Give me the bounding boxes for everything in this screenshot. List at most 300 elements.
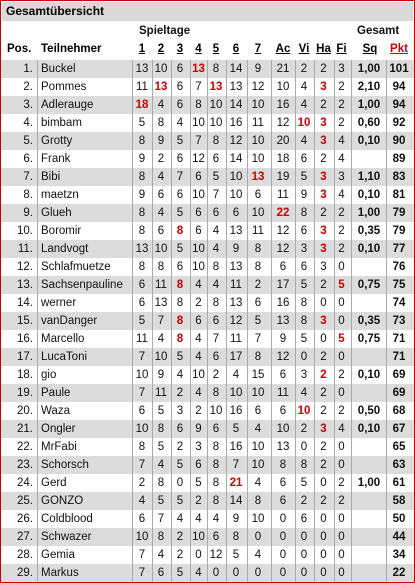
matchday-score: 6 xyxy=(138,279,146,291)
column-divider xyxy=(226,258,227,276)
matchday-score: 6 xyxy=(157,567,165,579)
column-divider xyxy=(386,366,387,384)
column-divider xyxy=(247,96,248,114)
column-divider xyxy=(152,546,153,564)
total-points: 63 xyxy=(392,459,406,471)
matchday-score: 3 xyxy=(300,243,308,255)
matchday-score: 6 xyxy=(300,153,308,165)
total-points: 75 xyxy=(392,279,406,291)
column-divider xyxy=(314,348,315,366)
column-divider xyxy=(351,78,352,96)
column-divider xyxy=(314,546,315,564)
rank-cell: 16. xyxy=(17,333,33,345)
column-divider xyxy=(132,240,133,258)
matchday-score: 10 xyxy=(251,459,265,471)
column-divider xyxy=(190,474,191,492)
column-divider xyxy=(295,438,296,456)
matchday-score: 6 xyxy=(176,81,184,93)
matchday-score: 0 xyxy=(338,513,345,525)
column-divider xyxy=(334,312,335,330)
column-divider xyxy=(295,204,296,222)
column-divider xyxy=(247,114,248,132)
column-divider xyxy=(132,258,133,276)
column-divider xyxy=(295,60,296,78)
matchday-score: 3 xyxy=(338,63,345,75)
column-divider xyxy=(226,96,227,114)
column-divider xyxy=(271,60,272,78)
sq-value xyxy=(353,492,385,510)
col-day-header: Ha xyxy=(316,43,331,55)
matchday-score: 11 xyxy=(136,81,148,93)
total-points: 67 xyxy=(392,423,406,435)
matchday-score: 8 xyxy=(212,459,220,471)
panel-title: Gesamtübersicht xyxy=(2,2,413,21)
rank-cell: 10. xyxy=(17,225,33,237)
column-divider xyxy=(152,510,153,528)
column-divider xyxy=(247,186,248,204)
matchday-score: 2 xyxy=(338,81,345,93)
column-divider xyxy=(314,474,315,492)
column-divider xyxy=(190,204,191,222)
matchday-score: 0 xyxy=(338,459,345,471)
matchday-score: 13 xyxy=(135,243,149,255)
matchday-score: 2 xyxy=(254,279,262,291)
column-divider xyxy=(190,438,191,456)
column-divider xyxy=(386,474,387,492)
matchday-score: 13 xyxy=(229,261,243,273)
participant-name: maetzn xyxy=(37,186,131,204)
column-divider xyxy=(271,438,272,456)
matchday-score: 2 xyxy=(320,351,327,363)
matchday-score: 5 xyxy=(176,495,184,507)
matchday-score: 4 xyxy=(300,99,308,111)
column-divider xyxy=(132,366,133,384)
total-points: 50 xyxy=(392,513,406,525)
column-divider xyxy=(314,150,315,168)
column-divider xyxy=(207,96,208,114)
participant-name: vanDanger xyxy=(37,312,131,330)
column-divider xyxy=(132,168,133,186)
sq-value: 0,50 xyxy=(357,405,381,417)
rank-cell: 19. xyxy=(17,387,33,399)
matchday-score: 4 xyxy=(157,333,165,345)
column-divider xyxy=(152,186,153,204)
matchday-score: 6 xyxy=(279,261,287,273)
matchday-score: 6 xyxy=(279,477,287,489)
column-divider xyxy=(152,96,153,114)
column-divider xyxy=(334,564,335,582)
sq-value: 0,10 xyxy=(357,243,381,255)
matchday-score: 10 xyxy=(154,351,168,363)
sq-value xyxy=(353,510,385,528)
column-divider xyxy=(247,384,248,402)
column-divider xyxy=(386,240,387,258)
matchday-score: 7 xyxy=(176,171,184,183)
matchday-score: 2 xyxy=(320,459,327,471)
column-divider xyxy=(271,492,272,510)
participant-name: Buckel xyxy=(37,60,131,78)
matchday-score: 8 xyxy=(138,225,146,237)
matchday-score: 13 xyxy=(229,297,243,309)
matchday-score: 4 xyxy=(157,99,165,111)
participant-name: Gerd xyxy=(37,474,131,492)
matchday-score: 3 xyxy=(320,189,327,201)
matchday-score: 4 xyxy=(176,117,184,129)
column-divider xyxy=(314,366,315,384)
matchday-score: 0 xyxy=(300,531,308,543)
matchday-score: 6 xyxy=(254,297,262,309)
sq-value xyxy=(353,294,385,312)
sq-value: 2,10 xyxy=(357,81,381,93)
sq-value: 0,35 xyxy=(357,315,381,327)
matchday-score: 3 xyxy=(195,441,202,453)
column-divider xyxy=(386,258,387,276)
column-divider xyxy=(334,456,335,474)
column-divider xyxy=(351,276,352,294)
matchday-score: 10 xyxy=(297,405,311,417)
column-divider xyxy=(226,366,227,384)
matchday-score: 13 xyxy=(154,297,168,309)
matchday-score: 3 xyxy=(320,135,327,147)
matchday-score: 2 xyxy=(338,243,345,255)
column-divider xyxy=(295,96,296,114)
column-divider xyxy=(152,330,153,348)
matchday-score: 5 xyxy=(195,477,202,489)
column-divider xyxy=(190,546,191,564)
matchday-score: 3 xyxy=(176,405,184,417)
matchday-score: 8 xyxy=(138,171,146,183)
matchday-score: 16 xyxy=(229,117,243,129)
column-divider xyxy=(351,150,352,168)
col-day-header: 7 xyxy=(254,43,262,55)
column-divider xyxy=(271,312,272,330)
column-divider xyxy=(247,258,248,276)
matchday-score: 8 xyxy=(212,477,220,489)
column-divider xyxy=(351,204,352,222)
column-divider xyxy=(295,222,296,240)
participant-name: Bibi xyxy=(37,168,131,186)
table-row xyxy=(1,312,414,330)
total-points: 58 xyxy=(392,495,406,507)
matchday-score: 21 xyxy=(276,63,290,75)
column-divider xyxy=(247,240,248,258)
matchday-score: 10 xyxy=(229,387,243,399)
column-divider xyxy=(226,420,227,438)
column-divider xyxy=(295,420,296,438)
column-divider xyxy=(334,546,335,564)
matchday-score: 10 xyxy=(276,81,290,93)
column-divider xyxy=(152,438,153,456)
column-divider xyxy=(271,546,272,564)
matchday-score: 2 xyxy=(320,153,327,165)
matchday-score: 2 xyxy=(157,153,165,165)
matchday-score: 4 xyxy=(254,423,262,435)
matchday-score: 9 xyxy=(254,63,262,75)
column-divider xyxy=(247,420,248,438)
column-divider xyxy=(171,204,172,222)
rank-cell: 13. xyxy=(17,279,33,291)
rank-cell: 21. xyxy=(17,423,33,435)
matchday-score: 4 xyxy=(338,189,345,201)
column-divider xyxy=(386,96,387,114)
column-divider xyxy=(207,510,208,528)
table-row xyxy=(1,348,414,366)
matchday-score: 10 xyxy=(192,189,205,201)
matchday-score: 4 xyxy=(212,243,220,255)
column-divider xyxy=(226,114,227,132)
matchday-score: 6 xyxy=(279,495,287,507)
column-divider xyxy=(207,366,208,384)
matchday-score: 10 xyxy=(297,117,311,129)
column-divider xyxy=(190,222,191,240)
matchday-score: 10 xyxy=(192,531,205,543)
column-divider xyxy=(226,78,227,96)
matchday-score: 9 xyxy=(157,135,165,147)
matchday-score: 2 xyxy=(300,495,308,507)
column-divider xyxy=(247,438,248,456)
table-row xyxy=(1,204,414,222)
sq-value xyxy=(353,438,385,456)
matchday-score: 2 xyxy=(320,495,327,507)
column-divider xyxy=(207,294,208,312)
column-divider xyxy=(271,258,272,276)
table-row xyxy=(1,78,414,96)
column-divider xyxy=(351,312,352,330)
column-divider xyxy=(314,222,315,240)
matchday-score: 6 xyxy=(232,207,240,219)
column-divider xyxy=(152,564,153,582)
matchday-score: 8 xyxy=(300,297,308,309)
column-divider xyxy=(351,222,352,240)
matchday-score: 5 xyxy=(300,477,308,489)
column-divider xyxy=(247,510,248,528)
rank-cell: 25. xyxy=(17,495,33,507)
matchday-score: 4 xyxy=(157,207,165,219)
column-divider xyxy=(314,168,315,186)
column-divider xyxy=(132,96,133,114)
matchday-score: 4 xyxy=(338,423,345,435)
matchday-score: 0 xyxy=(338,297,345,309)
matchday-score: 0 xyxy=(232,567,240,579)
matchday-score: 11 xyxy=(252,117,264,129)
matchday-score: 4 xyxy=(212,225,220,237)
rank-cell: 27. xyxy=(17,531,33,543)
column-divider xyxy=(132,276,133,294)
matchday-score: 0 xyxy=(338,567,345,579)
column-divider xyxy=(171,78,172,96)
matchday-score: 4 xyxy=(176,513,184,525)
column-divider xyxy=(171,222,172,240)
column-divider xyxy=(386,204,387,222)
column-divider xyxy=(132,222,133,240)
participant-name: LucaToni xyxy=(37,348,131,366)
matchday-score: 4 xyxy=(157,459,165,471)
column-divider xyxy=(152,222,153,240)
column-divider xyxy=(247,312,248,330)
column-divider xyxy=(190,348,191,366)
column-divider xyxy=(226,384,227,402)
column-divider xyxy=(351,114,352,132)
column-divider xyxy=(152,402,153,420)
matchday-score: 8 xyxy=(279,459,287,471)
matchday-score: 6 xyxy=(176,261,184,273)
matchday-score: 6 xyxy=(212,351,220,363)
column-divider xyxy=(351,258,352,276)
column-divider xyxy=(351,546,352,564)
matchday-score: 6 xyxy=(138,405,146,417)
matchday-score: 5 xyxy=(138,315,146,327)
matchday-score: 10 xyxy=(192,117,205,129)
sq-value: 1,00 xyxy=(357,63,381,75)
matchday-score: 7 xyxy=(254,333,262,345)
column-divider xyxy=(132,420,133,438)
matchday-score: 4 xyxy=(157,549,165,561)
matchday-score: 0 xyxy=(320,549,327,561)
matchday-score: 9 xyxy=(232,513,240,525)
matchday-score: 2 xyxy=(176,531,184,543)
matchday-score: 8 xyxy=(176,315,184,327)
table-row xyxy=(1,96,414,114)
column-divider xyxy=(152,312,153,330)
column-divider xyxy=(152,114,153,132)
rank-cell: 8. xyxy=(23,189,33,201)
matchday-score: 7 xyxy=(138,459,146,471)
matchday-score: 8 xyxy=(254,243,262,255)
matchday-score: 9 xyxy=(300,189,308,201)
column-divider xyxy=(132,348,133,366)
matchday-score: 8 xyxy=(300,459,308,471)
participant-name: Boromir xyxy=(37,222,131,240)
total-points: 81 xyxy=(392,189,406,201)
matchday-score: 6 xyxy=(176,99,184,111)
column-divider xyxy=(314,96,315,114)
matchday-score: 5 xyxy=(176,135,184,147)
column-divider xyxy=(351,420,352,438)
column-divider xyxy=(271,330,272,348)
sq-value xyxy=(353,456,385,474)
total-points: 69 xyxy=(392,369,406,381)
matchday-score: 4 xyxy=(212,513,220,525)
column-divider xyxy=(207,78,208,96)
column-divider xyxy=(271,564,272,582)
matchday-score: 10 xyxy=(192,369,205,381)
matchday-score: 8 xyxy=(138,441,146,453)
matchday-score: 10 xyxy=(229,189,243,201)
column-divider xyxy=(247,276,248,294)
matchday-score: 7 xyxy=(138,351,146,363)
column-divider xyxy=(271,150,272,168)
matchday-score: 7 xyxy=(232,459,240,471)
matchday-score: 4 xyxy=(195,333,202,345)
column-divider xyxy=(334,240,335,258)
matchday-score: 12 xyxy=(276,351,290,363)
matchday-score: 14 xyxy=(229,153,243,165)
matchday-score: 9 xyxy=(232,243,240,255)
rank-cell: 6. xyxy=(23,153,33,165)
column-divider xyxy=(190,276,191,294)
column-divider xyxy=(171,546,172,564)
column-divider xyxy=(314,564,315,582)
matchday-score: 10 xyxy=(251,153,265,165)
total-points: 90 xyxy=(392,135,406,147)
matchday-score: 8 xyxy=(232,531,240,543)
column-divider xyxy=(207,438,208,456)
column-divider xyxy=(247,564,248,582)
column-divider xyxy=(295,564,296,582)
matchday-score: 5 xyxy=(157,405,165,417)
column-divider xyxy=(190,60,191,78)
table-row xyxy=(1,168,414,186)
matchday-score: 8 xyxy=(157,531,165,543)
rank-cell: 1. xyxy=(23,63,33,75)
column-divider xyxy=(152,60,153,78)
column-divider xyxy=(334,402,335,420)
sq-value: 1,00 xyxy=(357,477,381,489)
column-divider xyxy=(271,384,272,402)
matchday-score: 10 xyxy=(154,243,168,255)
column-divider xyxy=(271,528,272,546)
column-divider xyxy=(334,492,335,510)
matchday-score: 16 xyxy=(229,405,243,417)
matchday-score: 12 xyxy=(229,135,243,147)
column-divider xyxy=(190,420,191,438)
column-divider xyxy=(152,168,153,186)
column-divider xyxy=(226,204,227,222)
table-row xyxy=(1,258,414,276)
column-divider xyxy=(295,528,296,546)
matchday-score: 0 xyxy=(338,387,345,399)
matchday-score: 0 xyxy=(279,531,287,543)
column-divider xyxy=(351,528,352,546)
matchday-score: 9 xyxy=(195,423,202,435)
matchday-score: 8 xyxy=(254,261,262,273)
participant-name: Waza xyxy=(37,402,131,420)
matchday-score: 4 xyxy=(176,369,184,381)
matchday-score: 2 xyxy=(138,477,146,489)
participant-name: Gemia xyxy=(37,546,131,564)
matchday-score: 2 xyxy=(338,369,345,381)
column-divider xyxy=(351,402,352,420)
column-divider xyxy=(171,564,172,582)
col-name-header: Teilnehmer xyxy=(41,43,102,55)
table-row xyxy=(1,402,414,420)
matchday-score: 11 xyxy=(277,189,289,201)
column-divider xyxy=(314,330,315,348)
column-divider xyxy=(171,276,172,294)
matchday-score: 10 xyxy=(192,261,205,273)
matchday-score: 0 xyxy=(279,513,287,525)
column-divider xyxy=(295,510,296,528)
matchday-score: 4 xyxy=(300,81,308,93)
rank-cell: 23. xyxy=(17,459,33,471)
matchday-score: 8 xyxy=(157,261,165,273)
matchday-score: 3 xyxy=(300,369,308,381)
column-divider xyxy=(226,186,227,204)
column-divider xyxy=(271,168,272,186)
column-divider xyxy=(386,276,387,294)
rank-cell: 9. xyxy=(23,207,33,219)
column-divider xyxy=(190,168,191,186)
column-divider xyxy=(295,150,296,168)
matchday-score: 8 xyxy=(138,207,146,219)
column-divider xyxy=(314,294,315,312)
matchday-score: 9 xyxy=(138,189,146,201)
rank-cell: 14. xyxy=(17,297,33,309)
matchday-score: 11 xyxy=(230,279,242,291)
total-points: 77 xyxy=(392,243,406,255)
column-divider xyxy=(226,240,227,258)
matchday-score: 7 xyxy=(212,333,220,345)
